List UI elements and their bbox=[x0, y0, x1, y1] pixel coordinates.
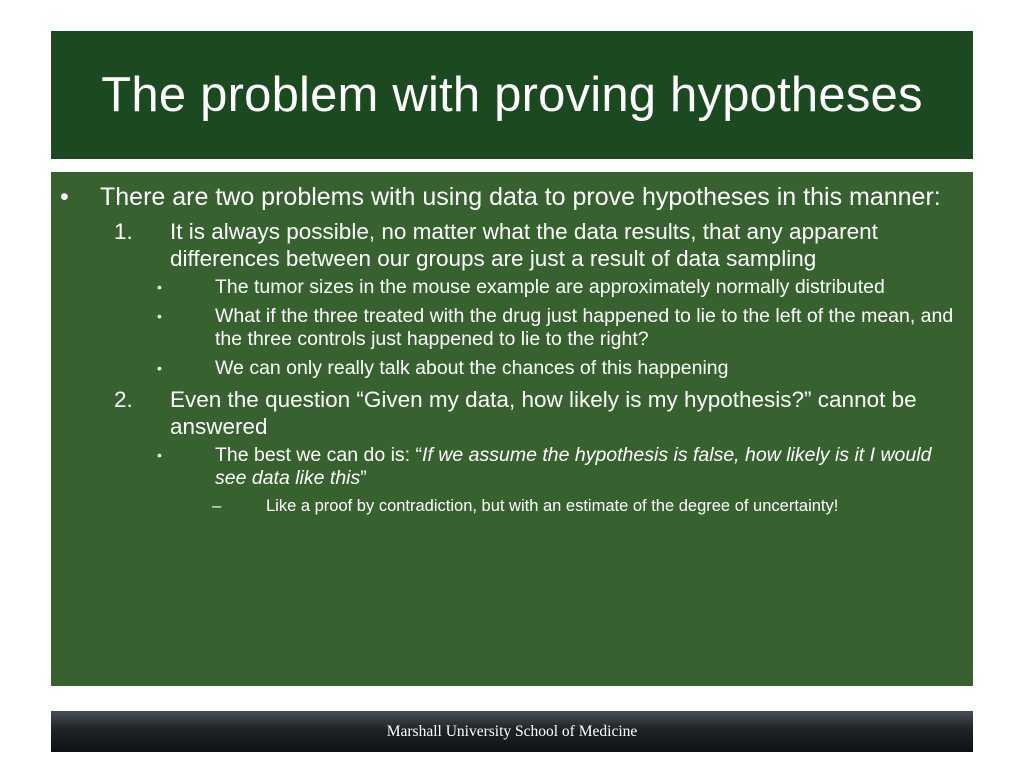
bullet-marker: • bbox=[60, 183, 69, 211]
sub-bullet-text: What if the three treated with the drug just happened to lie to the left of the mean, and the three controls just happened to lie to the right? bbox=[215, 305, 954, 350]
quote-prefix: The best we can do is: “ bbox=[215, 444, 423, 466]
sub-bullet-marker: • bbox=[157, 447, 162, 463]
quote-italic: If we assume the hypothesis is false, how likely is it I would see data like this bbox=[215, 444, 932, 489]
numbered-marker-1: 1. bbox=[114, 219, 133, 244]
sub-bullet-text: The tumor sizes in the mouse example are approximately normally distributed bbox=[215, 276, 885, 298]
slide-title: The problem with proving hypotheses bbox=[101, 68, 923, 122]
slide-content bbox=[51, 172, 973, 686]
dash-marker: – bbox=[212, 497, 222, 515]
quote-suffix: ” bbox=[360, 467, 367, 489]
sub-sub-bullet bbox=[51, 496, 961, 516]
numbered-marker-2: 2. bbox=[114, 387, 133, 412]
numbered-item-2-text: Even the question “Given my data, how likely is my hypothesis?” cannot be answered bbox=[170, 387, 917, 439]
numbered-item-2 bbox=[51, 386, 961, 440]
sub-bullet-marker: • bbox=[157, 279, 162, 295]
sub-bullet-marker: • bbox=[157, 308, 162, 324]
numbered-item-1-text: It is always possible, no matter what the data results, that any apparent differences between our groups are just a result of data sampling bbox=[170, 219, 878, 271]
footer-text: Marshall University School of Medicine bbox=[386, 722, 638, 740]
sub-bullet-text bbox=[215, 444, 931, 489]
bullet-main-text: There are two problems with using data to prove hypotheses in this manner: bbox=[100, 183, 941, 211]
sub-bullet bbox=[51, 276, 961, 299]
sub-bullet bbox=[51, 444, 961, 490]
slide-footer bbox=[51, 711, 973, 752]
bullet-main bbox=[51, 182, 961, 212]
sub-sub-bullet-text: Like a proof by contradiction, but with an estimate of the degree of uncertainty! bbox=[266, 497, 839, 515]
sub-bullet bbox=[51, 357, 961, 380]
sub-bullet-marker: • bbox=[157, 360, 162, 376]
sub-bullet-text: We can only really talk about the chances of this happening bbox=[215, 357, 729, 379]
sub-bullet bbox=[51, 305, 961, 351]
numbered-item-1 bbox=[51, 218, 961, 272]
slide-title-banner bbox=[51, 31, 973, 159]
